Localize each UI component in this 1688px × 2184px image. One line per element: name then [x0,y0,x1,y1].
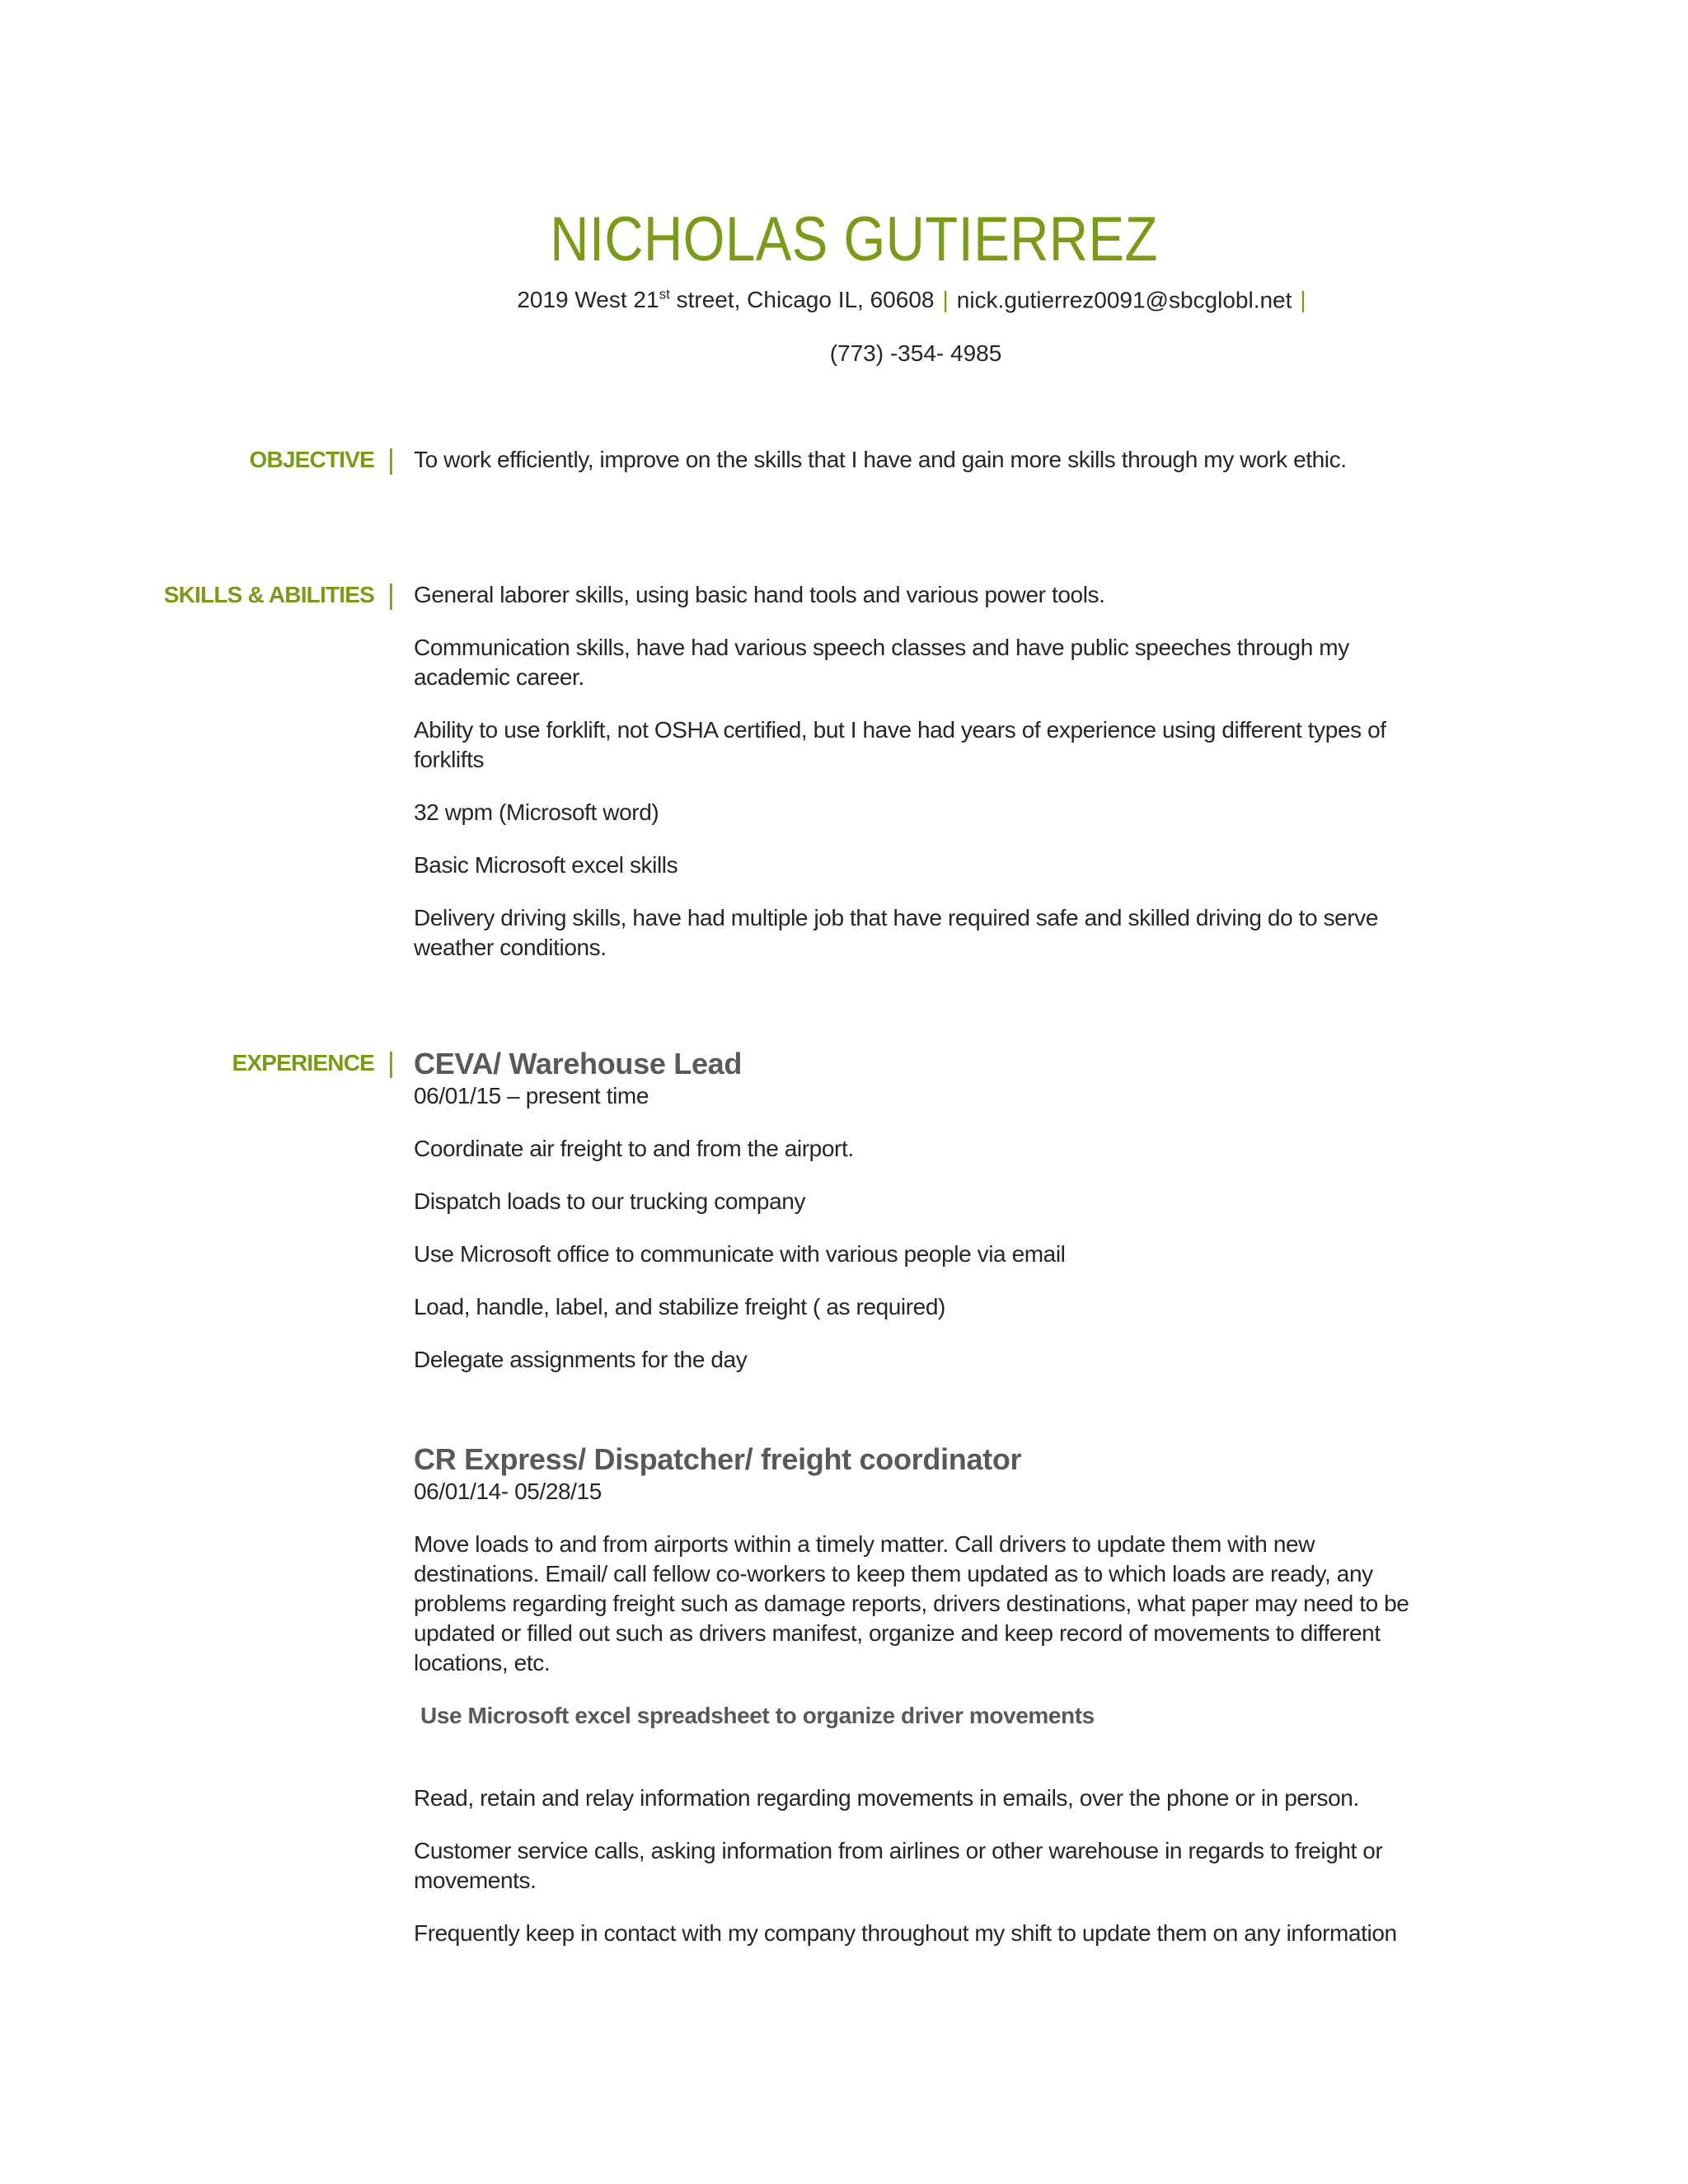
skill-item: Communication skills, have had various speech classes and have public speeches through my academic career. [414,635,1349,690]
section-bar: | [387,579,395,611]
separator: | [942,287,949,313]
job-duty: Move loads to and from airports within a timely matter. Call drivers to update them with new destinations. Email/ call fellow co-workers to keep them updated as to which loads are ready, any problems regarding freight such as damage reports, drivers destinations, what paper may need to be updated or filled out such as drivers manifest, organize and keep record of movements to different locations, etc. [414,1531,1409,1675]
address [517,287,934,312]
job-duty: Dispatch loads to our trucking company [414,1188,806,1214]
skill-item: General laborer skills, using basic hand tools and various power tools. [414,582,1105,607]
section-bar: | [387,1047,395,1079]
experience-section [414,1047,1436,1398]
job-duty: Coordinate air freight to and from the airport. [414,1136,854,1161]
candidate-name: NICHOLAS GUTIERREZ [550,204,1158,274]
objective-text: To work efficiently, improve on the skills that I have and gain more skills through my work ethic. [414,447,1347,472]
address-street: street, Chicago IL, 60608 [669,287,935,313]
job-duty: Customer service calls, asking information from airlines or other warehouse in regards to freight or movements. [414,1838,1383,1893]
job-duty: Frequently keep in contact with my company throughout my shift to update them on any information [414,1920,1397,1946]
job-title: CEVA/ Warehouse Lead [414,1047,743,1080]
job-dates: 06/01/15 – present time [414,1083,649,1108]
job-duty: Delegate assignments for the day [414,1347,748,1372]
skill-item: Ability to use forklift, not OSHA certified, but I have had years of experience using different types of forklifts [414,717,1386,772]
experience-heading: EXPERIENCE [232,1050,374,1076]
experience-job-2 [414,1442,1436,1971]
job-title: CR Express/ Dispatcher/ freight coordinator [414,1442,1022,1476]
address-ordinal: st [659,287,670,302]
address-number: 2019 West 21 [517,287,659,313]
job-duty: Use Microsoft office to communicate with various people via email [414,1241,1066,1267]
skills-section [414,580,1436,986]
section-bar: | [387,444,395,476]
skill-item: Basic Microsoft excel skills [414,852,678,878]
skills-heading: SKILLS & ABILITIES [163,582,374,607]
job-duty: Read, retain and relay information regarding movements in emails, over the phone or in person. [414,1785,1359,1811]
job-duty-highlight: Use Microsoft excel spreadsheet to organize driver movements [420,1703,1095,1728]
email[interactable]: nick.gutierrez0091@sbcglobl.net [956,287,1292,313]
phone: (773) -354- 4985 [829,340,1002,366]
objective-section [414,445,1436,498]
job-duty: Load, handle, label, and stabilize freight ( as required) [414,1294,945,1319]
objective-heading: OBJECTIVE [249,447,374,472]
skill-item: Delivery driving skills, have had multiple job that have required safe and skilled driving do to serve weather conditions. [414,905,1379,960]
skill-item: 32 wpm (Microsoft word) [414,799,659,825]
separator: | [1300,287,1306,313]
job-dates: 06/01/14- 05/28/15 [414,1479,602,1504]
contact-line [0,280,1688,315]
